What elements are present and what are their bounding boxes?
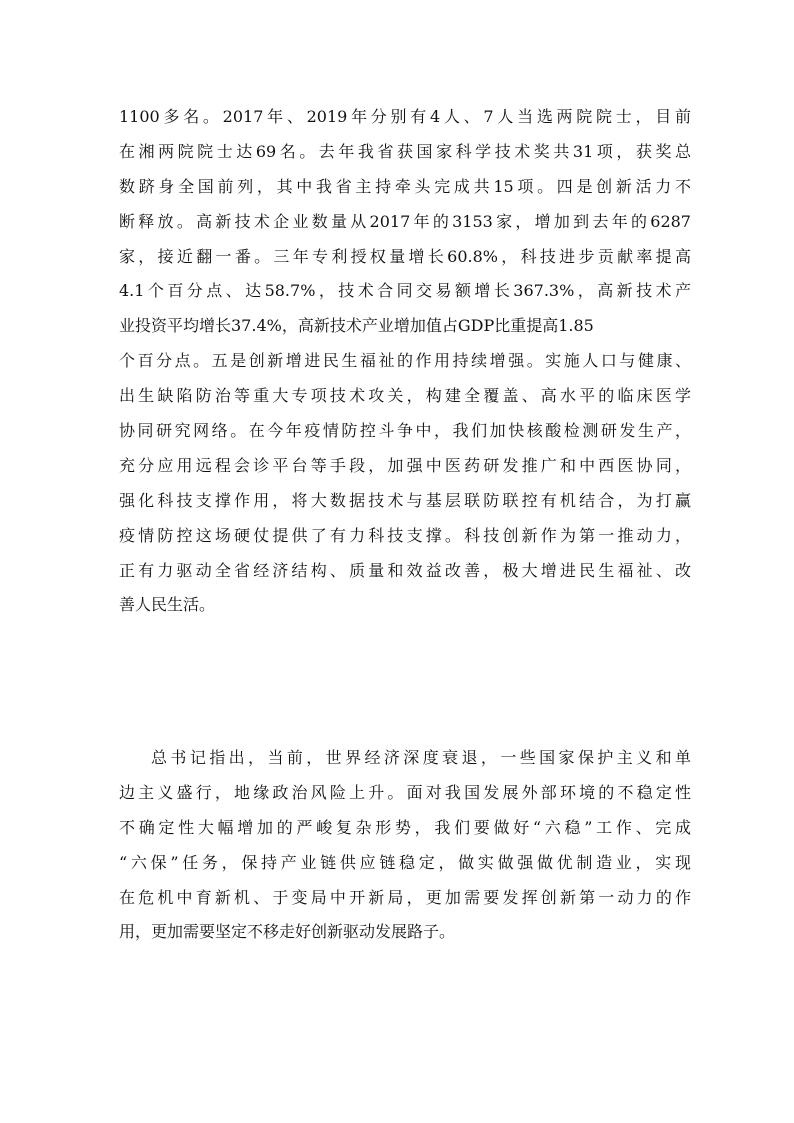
text-line: 4.1个百分点、达58.7%，技术合同交易额增长367.3%，高新技术产 [119, 281, 691, 301]
text-line: 边主义盛行，地缘政治风险上升。面对我国发展外部环境的不稳定性 [119, 782, 691, 802]
text-line: 出生缺陷防治等重大专项技术攻关，构建全覆盖、高水平的临床医学 [119, 386, 691, 406]
text-line: 善人民生活。 [119, 595, 216, 615]
text-line: 不确定性大幅增加的严峻复杂形势，我们要做好“六稳”工作、完成 [119, 817, 691, 837]
text-line: 用，更加需要坚定不移走好创新驱动发展路子。 [119, 922, 456, 942]
text-line: 家，接近翻一番。三年专利授权量增长60.8%，科技进步贡献率提高 [119, 246, 691, 266]
text-line: 正有力驱动全省经济结构、质量和效益改善，极大增进民生福祉、改 [119, 560, 691, 580]
paragraph-1 [119, 100, 691, 623]
paragraph-2 [119, 741, 691, 950]
text-line: 疫情防控这场硬仗提供了有力科技支撑。科技创新作为第一推动力， [119, 525, 691, 545]
text-line: 充分应用远程会诊平台等手段，加强中医药研发推广和中西医协同， [119, 455, 691, 475]
text-line: 断释放。高新技术企业数量从2017年的3153家，增加到去年的6287 [119, 211, 691, 231]
text-line: 协同研究网络。在今年疫情防控斗争中，我们加快核酸检测研发生产， [119, 421, 691, 441]
text-line: 在湘两院院士达69名。去年我省获国家科学技术奖共31项，获奖总 [119, 141, 691, 161]
text-line: 数跻身全国前列，其中我省主持牵头完成共15项。四是创新活力不 [119, 176, 691, 196]
text-line: 个百分点。五是创新增进民生福祉的作用持续增强。实施人口与健康、 [119, 351, 691, 371]
text-line: 1100多名。2017年、2019年分别有4人、7人当选两院院士，目前 [119, 107, 691, 126]
text-line: 业投资平均增长37.4%，高新技术产业增加值占GDP比重提高1.85 [119, 316, 594, 336]
text-line: 总书记指出，当前，世界经济深度衰退，一些国家保护主义和单 [151, 748, 691, 767]
text-line: 强化科技支撑作用，将大数据技术与基层联防联控有机结合，为打赢 [119, 490, 691, 510]
text-line: 在危机中育新机、于变局中开新局，更加需要发挥创新第一动力的作 [119, 887, 691, 907]
text-line: “六保”任务，保持产业链供应链稳定，做实做强做优制造业，实现 [119, 852, 691, 872]
